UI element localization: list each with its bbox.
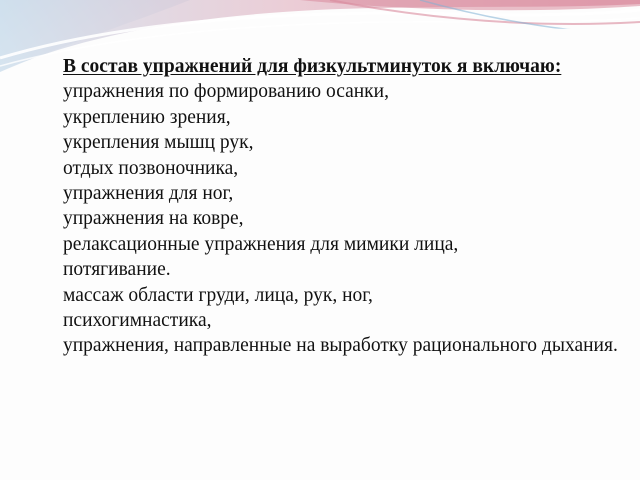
exercise-list — [63, 79, 623, 358]
list-item: укреплению зрения, — [63, 106, 231, 128]
list-item: психогимнастика, — [63, 310, 212, 332]
list-item: упражнения по формированию осанки, — [63, 81, 389, 103]
list-item: отдых позвоночника, — [63, 157, 239, 179]
list-item: упражнения, направленные на выработку рационального дыхания. — [63, 335, 618, 357]
slide-heading: В состав упражнений для физкультминуток я включаю: — [63, 56, 562, 77]
list-item: упражнения на ковре, — [63, 208, 244, 230]
list-item: упражнения для ног, — [63, 183, 234, 205]
list-item: потягивание. — [63, 259, 171, 281]
list-item: укрепления мышц рук, — [63, 132, 254, 154]
slide-content — [63, 54, 623, 359]
list-item: массаж области груди, лица, рук, ног, — [63, 284, 373, 306]
list-item: релаксационные упражнения для мимики лица, — [63, 233, 459, 255]
